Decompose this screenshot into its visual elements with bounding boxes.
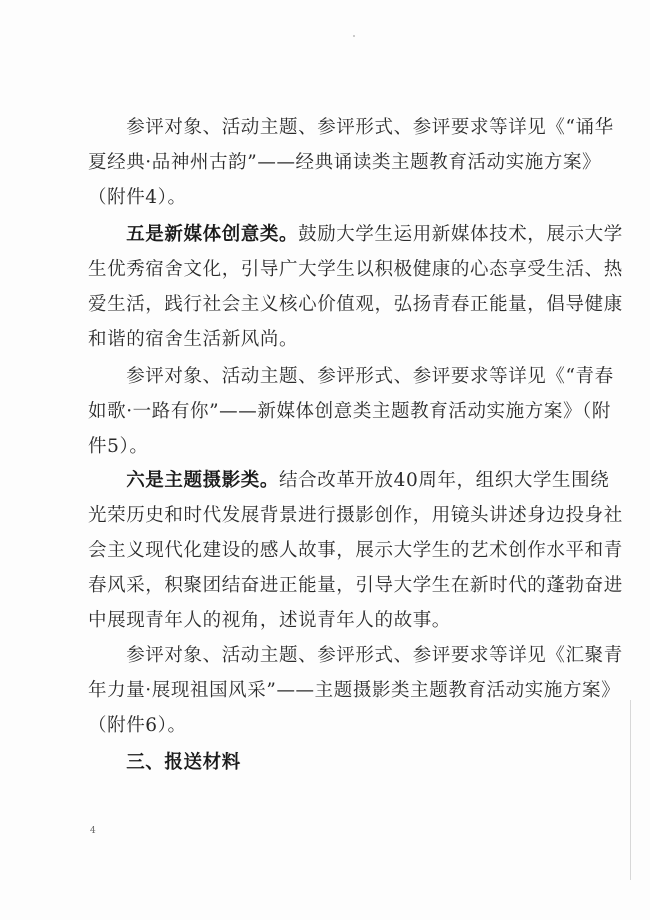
paragraph-2-line-3: 爱生活，践行社会主义核心价值观，弘扬青春正能量，倡导健康 <box>88 294 623 315</box>
paragraph-3-line-1: 参评对象、活动主题、参评形式、参评要求等详见《“青春 <box>88 366 614 387</box>
paragraph-2-line-1 <box>88 224 623 246</box>
paragraph-1-line-1: 参评对象、活动主题、参评形式、参评要求等详见《“诵华 <box>88 117 614 138</box>
paragraph-5-line-3: （附件6）。 <box>88 715 187 736</box>
scan-speck <box>353 35 355 37</box>
paragraph-1-line-2: 夏经典·品神州古韵”——经典诵读类主题教育活动实施方案》 <box>88 152 602 173</box>
section-heading: 三、报送材料 <box>88 752 241 773</box>
scan-edge-mark <box>630 700 631 880</box>
paragraph-2-line-1-text: 鼓励大学生运用新媒体技术，展示大学 <box>298 224 623 245</box>
paragraph-4-line-5: 中展现青年人的视角，述说青年人的故事。 <box>88 610 451 631</box>
paragraph-4-line-4: 春风采，积聚团结奋进正能量，引导大学生在新时代的蓬勃奋进 <box>88 575 623 596</box>
paragraph-3-line-2: 如歌·一路有你”——新媒体创意类主题教育活动实施方案》（附 <box>88 401 611 422</box>
paragraph-4-line-1-text: 结合改革开放40周年，组织大学生围绕 <box>279 470 610 491</box>
paragraph-2-bold-lead: 五是新媒体创意类。 <box>126 224 299 245</box>
paragraph-3-line-3: 件5）。 <box>88 436 149 457</box>
paragraph-4-line-1 <box>88 470 610 492</box>
paragraph-2-line-4: 和谐的宿舍生活新风尚。 <box>88 329 299 350</box>
paragraph-2-line-2: 生优秀宿舍文化，引导广大学生以积极健康的心态享受生活、热 <box>88 259 623 280</box>
paragraph-5-line-1: 参评对象、活动主题、参评形式、参评要求等详见《汇聚青 <box>88 645 623 666</box>
paragraph-4-bold-lead: 六是主题摄影类。 <box>126 470 280 491</box>
paragraph-5-line-2: 年力量·展现祖国风采”——主题摄影类主题教育活动实施方案》 <box>88 680 621 701</box>
paragraph-4-line-3: 会主义现代化建设的感人故事，展示大学生的艺术创作水平和青 <box>88 540 623 561</box>
paragraph-1-line-3: （附件4）。 <box>88 187 187 208</box>
page-number: 4 <box>90 826 96 836</box>
paragraph-4-line-2: 光荣历史和时代发展背景进行摄影创作，用镜头讲述身边投身社 <box>88 505 623 526</box>
